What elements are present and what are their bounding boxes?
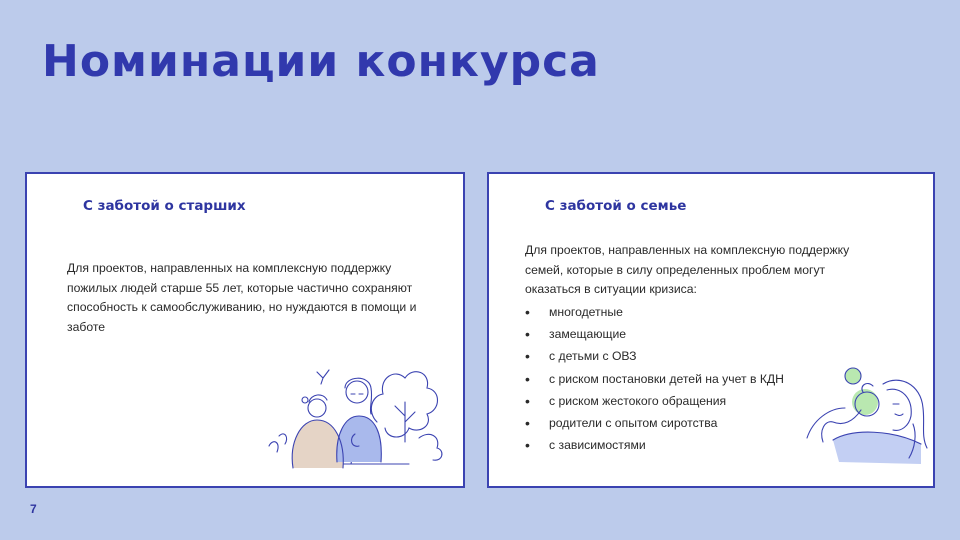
card-description-elderly: Для проектов, направленных на комплексную поддержку пожилых людей старше 55 лет, которые частично сохраняют способность к самообслуживанию, но нуждаются в помощи и заботе: [67, 261, 417, 334]
card-description-family: Для проектов, направленных на комплексную поддержку семей, которые в силу определенных проблем могут оказаться в ситуации кризиса:: [525, 243, 850, 296]
slide-title: Номинации конкурса: [42, 36, 600, 87]
family-hug-illustration: [803, 364, 933, 468]
nomination-card-family: [487, 172, 935, 488]
list-item: • с зависимостями: [525, 434, 784, 456]
list-item: • с риском постановки детей на учет в КДН: [525, 368, 784, 390]
list-item: • родители с опытом сиротства: [525, 412, 784, 434]
card-heading-family: С заботой о семье: [545, 198, 687, 214]
elderly-people-illustration: [259, 342, 449, 470]
card-heading-elderly: С заботой о старших: [83, 198, 246, 214]
list-item: • замещающие: [525, 323, 784, 345]
nomination-card-elderly: [25, 172, 465, 488]
family-categories-list: [525, 301, 784, 456]
list-item: • с риском жестокого обращения: [525, 390, 784, 412]
list-item: • многодетные: [525, 301, 784, 323]
page-number: 7: [30, 502, 37, 516]
list-item: • с детьми с ОВЗ: [525, 345, 784, 367]
